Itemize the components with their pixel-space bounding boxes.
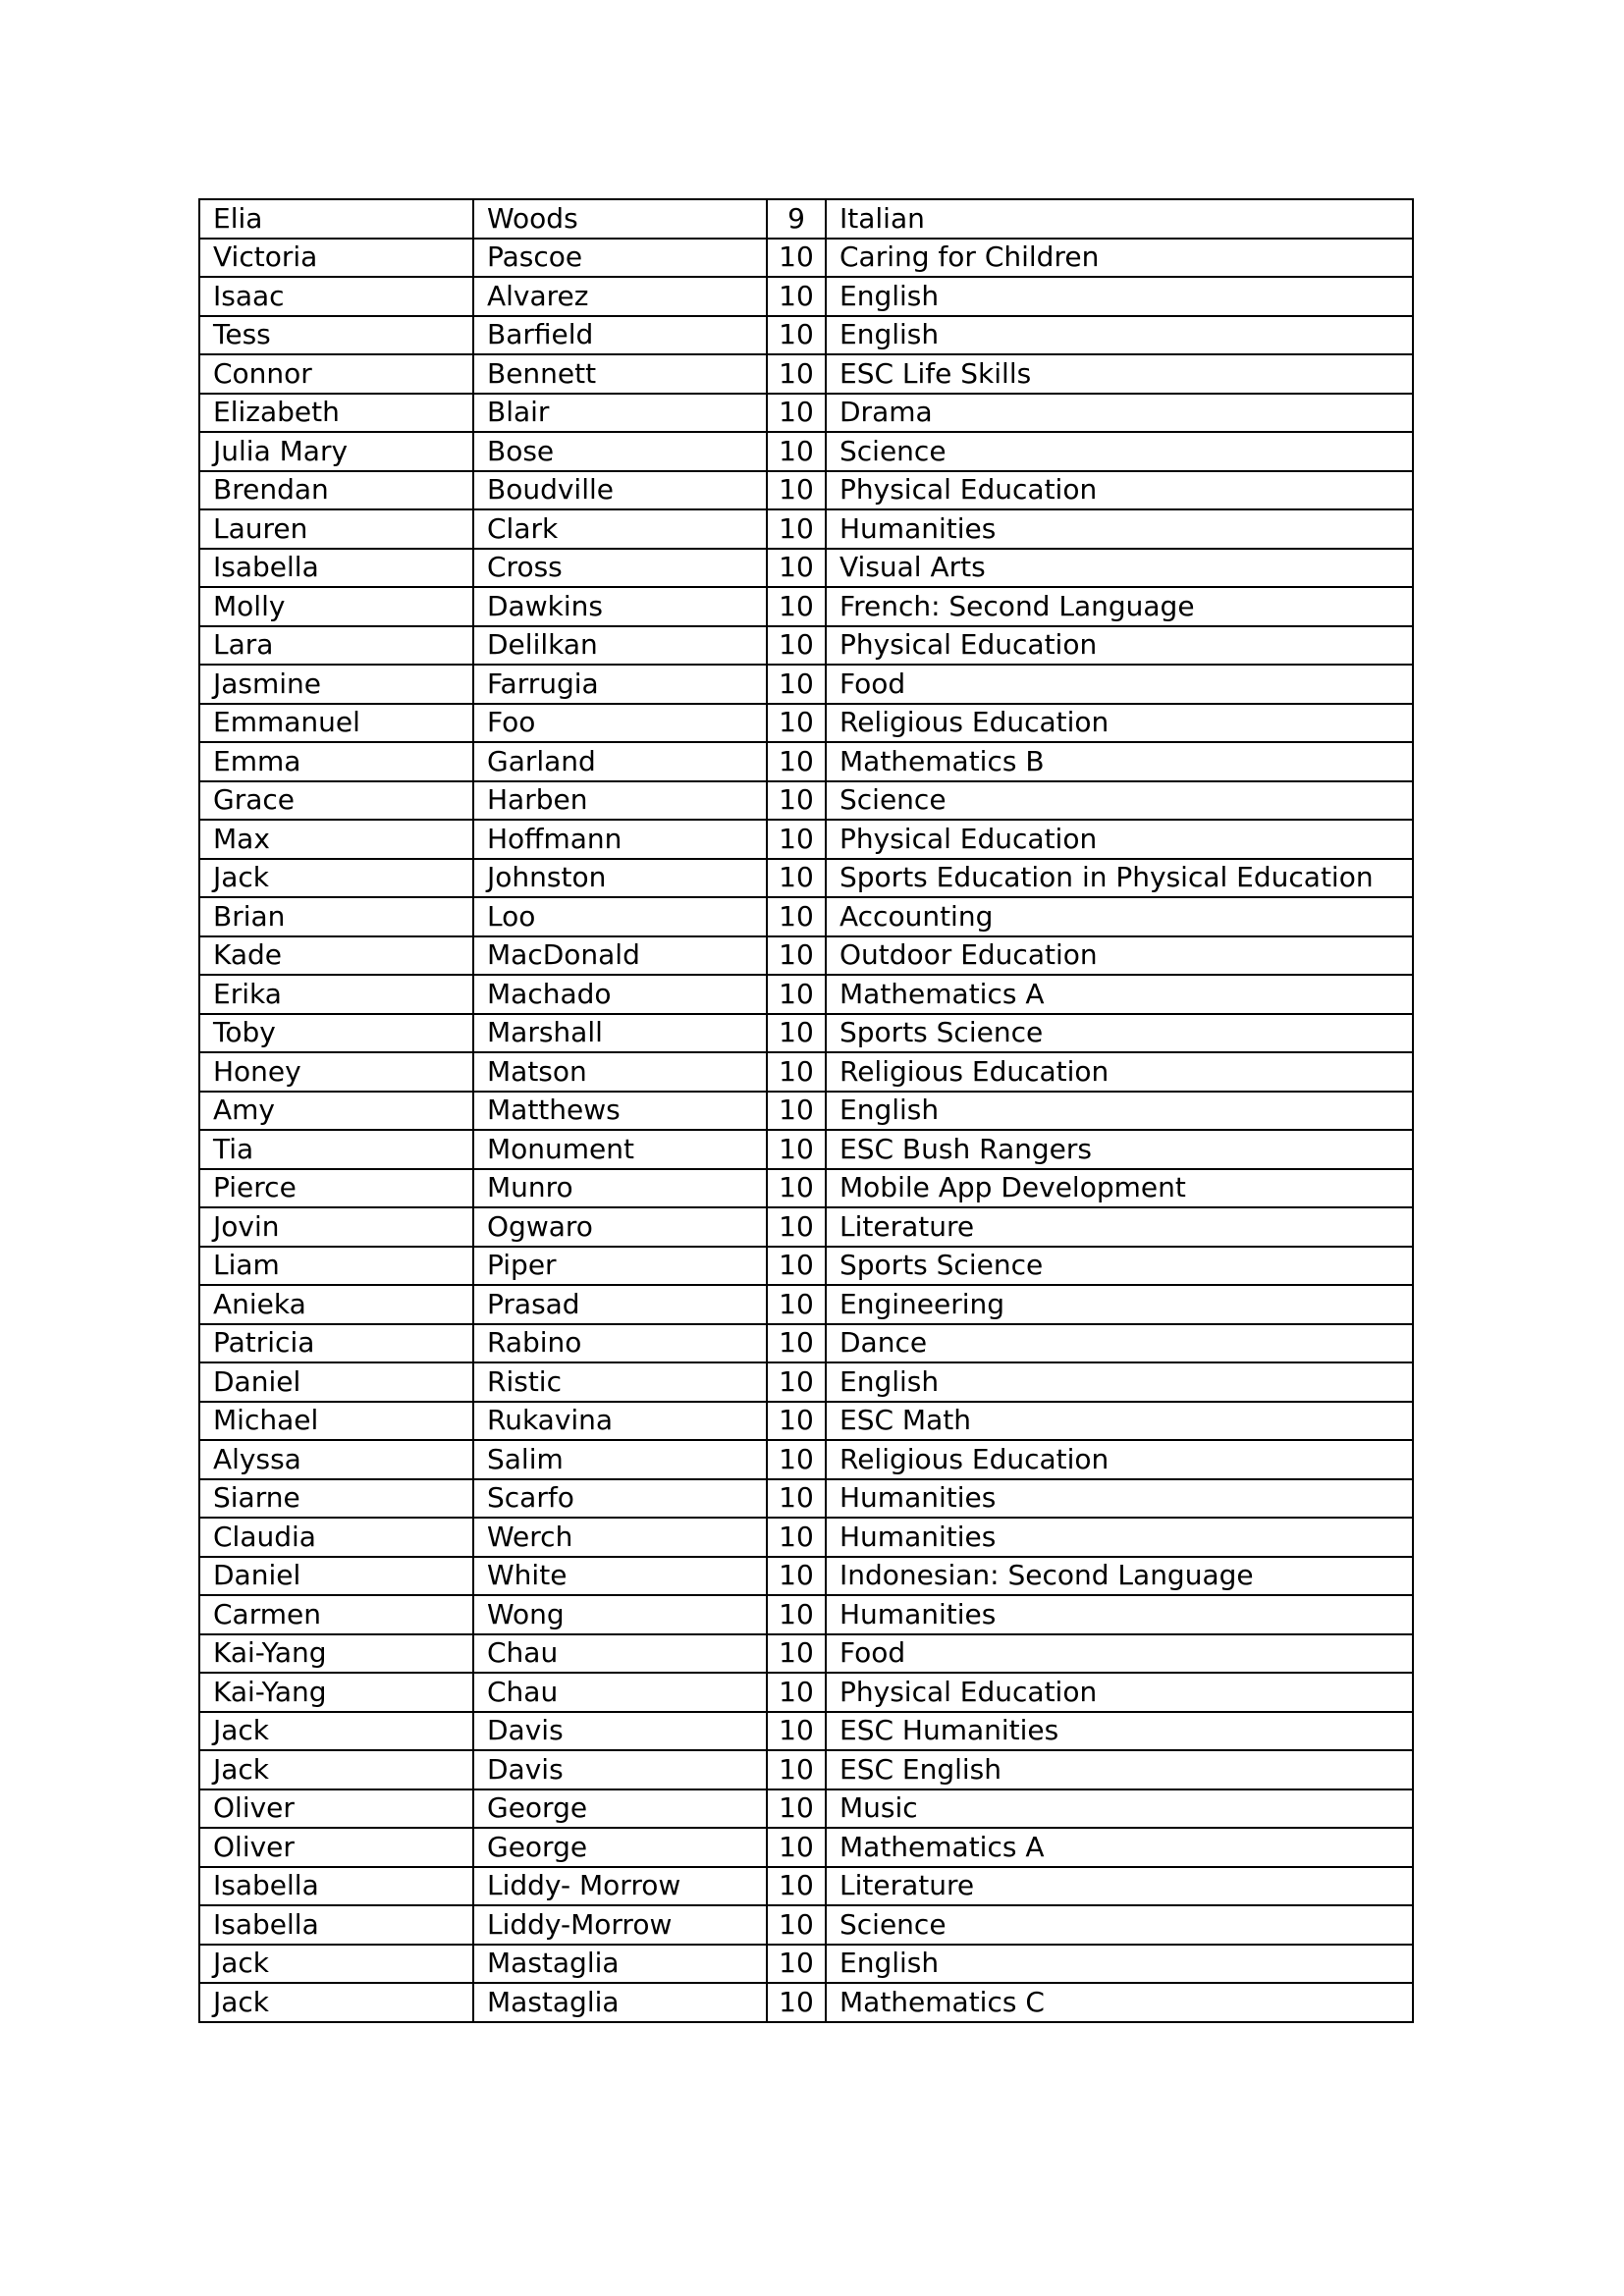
first-name-cell: Oliver [199, 1828, 473, 1867]
first-name-cell: Brendan [199, 471, 473, 510]
table-row [199, 1945, 1413, 1984]
last-name-cell: Pascoe [473, 239, 767, 278]
subject-cell: French: Second Language [826, 587, 1413, 626]
first-name-cell: Isabella [199, 549, 473, 588]
subject-cell: Dance [826, 1324, 1413, 1363]
first-name-cell: Jovin [199, 1207, 473, 1247]
last-name-cell: Liddy- Morrow [473, 1867, 767, 1906]
table-row [199, 820, 1413, 859]
subject-cell: Humanities [826, 1479, 1413, 1519]
last-name-cell: Ogwaro [473, 1207, 767, 1247]
table-row [199, 394, 1413, 433]
first-name-cell: Toby [199, 1014, 473, 1053]
table-row [199, 432, 1413, 471]
first-name-cell: Isabella [199, 1905, 473, 1945]
year-cell: 10 [767, 1789, 826, 1829]
table-row [199, 1634, 1413, 1674]
subject-cell: Accounting [826, 897, 1413, 936]
student-subject-table [198, 198, 1414, 2023]
last-name-cell: Loo [473, 897, 767, 936]
year-cell: 10 [767, 1557, 826, 1596]
table-row [199, 1983, 1413, 2022]
subject-cell: Mathematics C [826, 1983, 1413, 2022]
year-cell: 10 [767, 820, 826, 859]
last-name-cell: Boudville [473, 471, 767, 510]
table-row [199, 742, 1413, 781]
first-name-cell: Elizabeth [199, 394, 473, 433]
last-name-cell: Prasad [473, 1285, 767, 1324]
table-row [199, 1673, 1413, 1712]
first-name-cell: Anieka [199, 1285, 473, 1324]
last-name-cell: Clark [473, 509, 767, 549]
subject-cell: Science [826, 781, 1413, 821]
first-name-cell: Siarne [199, 1479, 473, 1519]
table-row [199, 1595, 1413, 1634]
table-row [199, 975, 1413, 1014]
table-row [199, 781, 1413, 821]
year-cell: 10 [767, 354, 826, 394]
year-cell: 10 [767, 1945, 826, 1984]
first-name-cell: Emma [199, 742, 473, 781]
last-name-cell: Delilkan [473, 626, 767, 666]
subject-cell: Humanities [826, 1518, 1413, 1557]
table-row [199, 471, 1413, 510]
last-name-cell: Liddy-Morrow [473, 1905, 767, 1945]
subject-cell: English [826, 277, 1413, 316]
subject-cell: Food [826, 1634, 1413, 1674]
subject-cell: Religious Education [826, 1052, 1413, 1092]
last-name-cell: Chau [473, 1634, 767, 1674]
subject-cell: English [826, 1362, 1413, 1402]
first-name-cell: Lara [199, 626, 473, 666]
first-name-cell: Liam [199, 1247, 473, 1286]
table-row [199, 239, 1413, 278]
last-name-cell: Farrugia [473, 665, 767, 704]
year-cell: 10 [767, 1479, 826, 1519]
subject-cell: Drama [826, 394, 1413, 433]
year-cell: 10 [767, 1518, 826, 1557]
first-name-cell: Daniel [199, 1362, 473, 1402]
table-row [199, 1207, 1413, 1247]
table-row [199, 199, 1413, 239]
table-row [199, 1052, 1413, 1092]
table-row [199, 1247, 1413, 1286]
subject-cell: Physical Education [826, 626, 1413, 666]
year-cell: 10 [767, 1983, 826, 2022]
first-name-cell: Jack [199, 1983, 473, 2022]
first-name-cell: Molly [199, 587, 473, 626]
first-name-cell: Jack [199, 859, 473, 898]
table-row [199, 1867, 1413, 1906]
table-row [199, 704, 1413, 743]
year-cell: 10 [767, 936, 826, 976]
table-row [199, 1479, 1413, 1519]
year-cell: 10 [767, 1092, 826, 1131]
year-cell: 10 [767, 1595, 826, 1634]
first-name-cell: Kade [199, 936, 473, 976]
first-name-cell: Grace [199, 781, 473, 821]
last-name-cell: Garland [473, 742, 767, 781]
table-row [199, 1712, 1413, 1751]
year-cell: 10 [767, 975, 826, 1014]
table-row [199, 1324, 1413, 1363]
year-cell: 10 [767, 471, 826, 510]
year-cell: 10 [767, 587, 826, 626]
last-name-cell: Bose [473, 432, 767, 471]
table-row [199, 277, 1413, 316]
year-cell: 10 [767, 316, 826, 355]
last-name-cell: Harben [473, 781, 767, 821]
first-name-cell: Jasmine [199, 665, 473, 704]
first-name-cell: Jack [199, 1712, 473, 1751]
last-name-cell: Rabino [473, 1324, 767, 1363]
last-name-cell: Wong [473, 1595, 767, 1634]
year-cell: 10 [767, 1362, 826, 1402]
last-name-cell: Scarfo [473, 1479, 767, 1519]
last-name-cell: Matson [473, 1052, 767, 1092]
last-name-cell: Cross [473, 549, 767, 588]
year-cell: 10 [767, 665, 826, 704]
subject-cell: Mobile App Development [826, 1169, 1413, 1208]
first-name-cell: Amy [199, 1092, 473, 1131]
first-name-cell: Max [199, 820, 473, 859]
subject-cell: Literature [826, 1207, 1413, 1247]
last-name-cell: Ristic [473, 1362, 767, 1402]
table-row [199, 936, 1413, 976]
first-name-cell: Daniel [199, 1557, 473, 1596]
table-row [199, 1402, 1413, 1441]
year-cell: 10 [767, 394, 826, 433]
first-name-cell: Claudia [199, 1518, 473, 1557]
year-cell: 10 [767, 1712, 826, 1751]
subject-cell: Engineering [826, 1285, 1413, 1324]
subject-cell: Visual Arts [826, 549, 1413, 588]
subject-cell: ESC Life Skills [826, 354, 1413, 394]
subject-cell: Outdoor Education [826, 936, 1413, 976]
last-name-cell: Barfield [473, 316, 767, 355]
first-name-cell: Kai-Yang [199, 1673, 473, 1712]
first-name-cell: Jack [199, 1750, 473, 1789]
first-name-cell: Oliver [199, 1789, 473, 1829]
table-row [199, 316, 1413, 355]
subject-cell: English [826, 1945, 1413, 1984]
table-row [199, 1169, 1413, 1208]
subject-cell: ESC English [826, 1750, 1413, 1789]
last-name-cell: Werch [473, 1518, 767, 1557]
first-name-cell: Patricia [199, 1324, 473, 1363]
subject-cell: English [826, 316, 1413, 355]
subject-cell: Religious Education [826, 704, 1413, 743]
year-cell: 10 [767, 742, 826, 781]
table-row [199, 1557, 1413, 1596]
table-row [199, 1789, 1413, 1829]
year-cell: 10 [767, 1402, 826, 1441]
year-cell: 10 [767, 781, 826, 821]
table-row [199, 1285, 1413, 1324]
last-name-cell: Munro [473, 1169, 767, 1208]
first-name-cell: Carmen [199, 1595, 473, 1634]
last-name-cell: Salim [473, 1440, 767, 1479]
last-name-cell: White [473, 1557, 767, 1596]
year-cell: 10 [767, 432, 826, 471]
first-name-cell: Emmanuel [199, 704, 473, 743]
year-cell: 10 [767, 239, 826, 278]
year-cell: 10 [767, 626, 826, 666]
last-name-cell: Foo [473, 704, 767, 743]
last-name-cell: Rukavina [473, 1402, 767, 1441]
year-cell: 10 [767, 1052, 826, 1092]
table-row [199, 1130, 1413, 1169]
year-cell: 10 [767, 1828, 826, 1867]
subject-cell: Physical Education [826, 820, 1413, 859]
year-cell: 9 [767, 199, 826, 239]
subject-cell: Sports Science [826, 1247, 1413, 1286]
first-name-cell: Kai-Yang [199, 1634, 473, 1674]
year-cell: 10 [767, 1750, 826, 1789]
last-name-cell: Mastaglia [473, 1983, 767, 2022]
subject-cell: Sports Science [826, 1014, 1413, 1053]
year-cell: 10 [767, 277, 826, 316]
last-name-cell: Matthews [473, 1092, 767, 1131]
first-name-cell: Victoria [199, 239, 473, 278]
subject-cell: Sports Education in Physical Education [826, 859, 1413, 898]
last-name-cell: Monument [473, 1130, 767, 1169]
last-name-cell: Davis [473, 1750, 767, 1789]
last-name-cell: Bennett [473, 354, 767, 394]
table-row [199, 897, 1413, 936]
table-row [199, 1828, 1413, 1867]
subject-cell: Italian [826, 199, 1413, 239]
year-cell: 10 [767, 1324, 826, 1363]
subject-cell: Caring for Children [826, 239, 1413, 278]
year-cell: 10 [767, 1130, 826, 1169]
subject-cell: Mathematics A [826, 975, 1413, 1014]
first-name-cell: Alyssa [199, 1440, 473, 1479]
first-name-cell: Lauren [199, 509, 473, 549]
first-name-cell: Tess [199, 316, 473, 355]
last-name-cell: George [473, 1789, 767, 1829]
last-name-cell: Marshall [473, 1014, 767, 1053]
last-name-cell: Mastaglia [473, 1945, 767, 1984]
table-row [199, 626, 1413, 666]
subject-cell: Music [826, 1789, 1413, 1829]
subject-cell: Science [826, 1905, 1413, 1945]
subject-cell: Science [826, 432, 1413, 471]
subject-cell: ESC Bush Rangers [826, 1130, 1413, 1169]
year-cell: 10 [767, 1673, 826, 1712]
year-cell: 10 [767, 509, 826, 549]
last-name-cell: Alvarez [473, 277, 767, 316]
last-name-cell: Chau [473, 1673, 767, 1712]
year-cell: 10 [767, 704, 826, 743]
table-body [199, 199, 1413, 2022]
table-row [199, 354, 1413, 394]
subject-cell: Mathematics B [826, 742, 1413, 781]
table-row [199, 587, 1413, 626]
subject-cell: Physical Education [826, 1673, 1413, 1712]
year-cell: 10 [767, 1207, 826, 1247]
first-name-cell: Michael [199, 1402, 473, 1441]
subject-cell: Indonesian: Second Language [826, 1557, 1413, 1596]
subject-cell: Physical Education [826, 471, 1413, 510]
last-name-cell: Woods [473, 199, 767, 239]
last-name-cell: Machado [473, 975, 767, 1014]
first-name-cell: Erika [199, 975, 473, 1014]
year-cell: 10 [767, 859, 826, 898]
last-name-cell: Dawkins [473, 587, 767, 626]
year-cell: 10 [767, 1440, 826, 1479]
last-name-cell: MacDonald [473, 936, 767, 976]
year-cell: 10 [767, 1634, 826, 1674]
year-cell: 10 [767, 1169, 826, 1208]
subject-cell: Religious Education [826, 1440, 1413, 1479]
subject-cell: English [826, 1092, 1413, 1131]
table-row [199, 549, 1413, 588]
first-name-cell: Jack [199, 1945, 473, 1984]
last-name-cell: Davis [473, 1712, 767, 1751]
first-name-cell: Julia Mary [199, 432, 473, 471]
year-cell: 10 [767, 897, 826, 936]
subject-cell: ESC Humanities [826, 1712, 1413, 1751]
table-row [199, 665, 1413, 704]
table-row [199, 1905, 1413, 1945]
first-name-cell: Isaac [199, 277, 473, 316]
year-cell: 10 [767, 549, 826, 588]
table-row [199, 1518, 1413, 1557]
first-name-cell: Brian [199, 897, 473, 936]
year-cell: 10 [767, 1285, 826, 1324]
table-row [199, 1362, 1413, 1402]
table-row [199, 1750, 1413, 1789]
table-row [199, 1014, 1413, 1053]
subject-cell: Humanities [826, 1595, 1413, 1634]
table-row [199, 1440, 1413, 1479]
table-row [199, 1092, 1413, 1131]
year-cell: 10 [767, 1014, 826, 1053]
last-name-cell: Johnston [473, 859, 767, 898]
first-name-cell: Isabella [199, 1867, 473, 1906]
subject-cell: Humanities [826, 509, 1413, 549]
subject-cell: Food [826, 665, 1413, 704]
first-name-cell: Connor [199, 354, 473, 394]
first-name-cell: Elia [199, 199, 473, 239]
year-cell: 10 [767, 1867, 826, 1906]
subject-cell: Mathematics A [826, 1828, 1413, 1867]
year-cell: 10 [767, 1247, 826, 1286]
last-name-cell: Hoffmann [473, 820, 767, 859]
last-name-cell: Blair [473, 394, 767, 433]
subject-cell: Literature [826, 1867, 1413, 1906]
last-name-cell: George [473, 1828, 767, 1867]
subject-cell: ESC Math [826, 1402, 1413, 1441]
table-row [199, 859, 1413, 898]
first-name-cell: Honey [199, 1052, 473, 1092]
year-cell: 10 [767, 1905, 826, 1945]
last-name-cell: Piper [473, 1247, 767, 1286]
first-name-cell: Pierce [199, 1169, 473, 1208]
first-name-cell: Tia [199, 1130, 473, 1169]
table-row [199, 509, 1413, 549]
